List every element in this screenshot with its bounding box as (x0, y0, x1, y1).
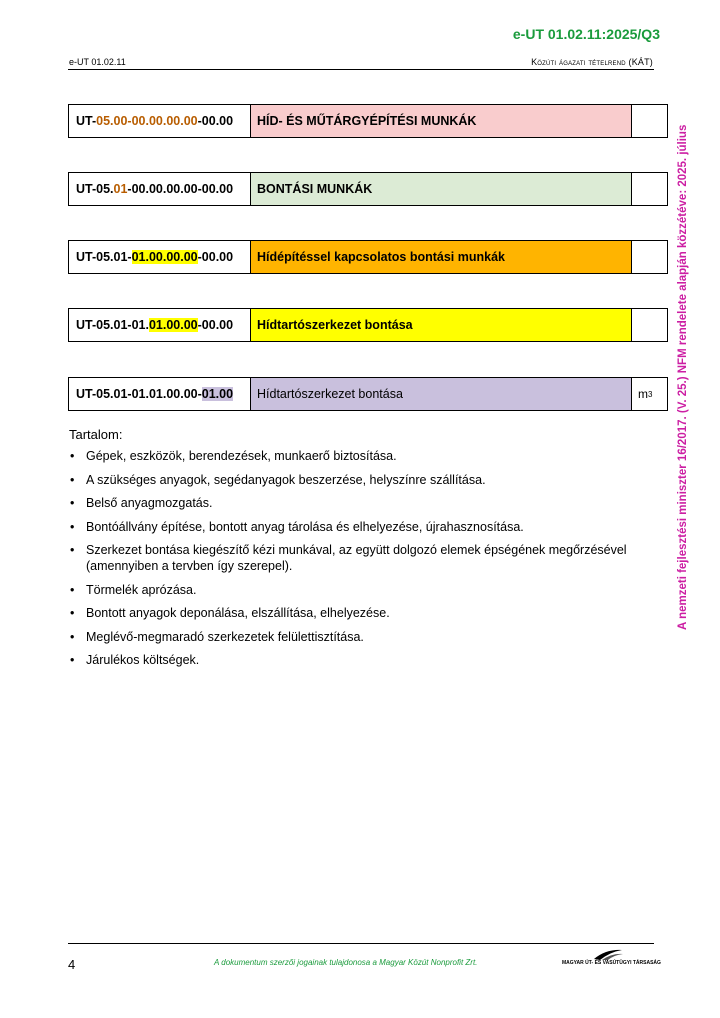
road-swoosh-icon (592, 947, 624, 961)
list-item: • A szükséges anyagok, segédanyagok beszerzése, helyszínre szállítása. (68, 472, 628, 488)
item-code (69, 105, 251, 137)
content-list (68, 448, 628, 676)
code-highlight: 01.00 (201, 387, 234, 401)
item-title: Hídépítéssel kapcsolatos bontási munkák (251, 241, 632, 273)
list-item: • Bontott anyagok deponálása, elszállítása, elhelyezése. (68, 605, 628, 621)
code-row-hidtartoszerkezet (68, 308, 668, 342)
item-title: Hídtartószerkezet bontása (251, 378, 632, 410)
item-unit (632, 173, 667, 205)
code-prefix: UT-05.01- (76, 250, 132, 264)
code-highlight: 01.00.00.00 (131, 250, 198, 264)
code-highlight: 05.00-00.00.00.00 (96, 114, 198, 128)
item-title: HÍD- ÉS MŰTÁRGYÉPÍTÉSI MUNKÁK (251, 105, 632, 137)
item-unit (632, 309, 667, 341)
code-prefix: UT-05.01-01. (76, 318, 149, 332)
code-prefix: UT- (76, 114, 97, 128)
code-suffix: -00.00 (197, 114, 234, 128)
code-prefix: UT-05.01-01.01.00.00- (76, 387, 202, 401)
list-item: • Belső anyagmozgatás. (68, 495, 628, 511)
item-code (69, 378, 251, 410)
code-prefix: UT-05. (76, 182, 114, 196)
code-highlight: 01.00.00 (148, 318, 198, 332)
copyright-notice: A dokumentum szerzői jogainak tulajdonosa a Magyar Közút Nonprofit Zrt. (214, 958, 478, 967)
item-unit (632, 378, 667, 410)
list-item: • Járulékos költségek. (68, 652, 628, 668)
item-title: Hídtartószerkezet bontása (251, 309, 632, 341)
item-code (69, 241, 251, 273)
code-highlight: 01 (113, 182, 128, 196)
page-number: 4 (68, 957, 76, 972)
code-row-bontasi-munkak (68, 172, 668, 206)
code-suffix: -00.00 (197, 318, 234, 332)
side-publication-note: A nemzeti fejlesztési miniszter 16/2017. (V. 25.) NFM rendelete alapján közzétéve: 2025. július (677, 124, 689, 630)
item-unit (632, 241, 667, 273)
society-logo (562, 947, 661, 971)
item-code (69, 309, 251, 341)
code-suffix: -00.00 (197, 250, 234, 264)
item-code (69, 173, 251, 205)
header-right-title: Közúti ágazati tételrend (KÁT) (531, 57, 653, 67)
footer-divider (68, 943, 654, 944)
item-title: BONTÁSI MUNKÁK (251, 173, 632, 205)
code-row-hidtartoszerkezet-tetel (68, 377, 668, 411)
list-item: • Meglévő-megmaradó szerkezetek felülettisztítása. (68, 629, 628, 645)
unit-exponent: 3 (648, 389, 653, 399)
header-left-code: e-UT 01.02.11 (69, 57, 126, 67)
document-code: e-UT 01.02.11:2025/Q3 (512, 26, 660, 42)
unit-base: m (638, 387, 648, 401)
content-label: Tartalom: (69, 427, 123, 442)
item-unit (632, 105, 667, 137)
code-suffix: -00.00.00.00-00.00 (127, 182, 234, 196)
code-row-hidepites-bontas (68, 240, 668, 274)
logo-text: MAGYAR ÚT- ÉS VASÚTÜGYI TÁRSASÁG (562, 960, 661, 966)
list-item: • Törmelék aprózása. (68, 582, 628, 598)
list-item: • Bontóállvány építése, bontott anyag tárolása és elhelyezése, újrahasznosítása. (68, 519, 628, 535)
header-divider (68, 69, 654, 70)
list-item: • Szerkezet bontása kiegészítő kézi munkával, az együtt dolgozó elemek épségének megőrzésével (amennyiben a tervben így szerepel). (68, 542, 628, 574)
list-item: • Gépek, eszközök, berendezések, munkaerő biztosítása. (68, 448, 628, 464)
code-row-hid-mutargy (68, 104, 668, 138)
